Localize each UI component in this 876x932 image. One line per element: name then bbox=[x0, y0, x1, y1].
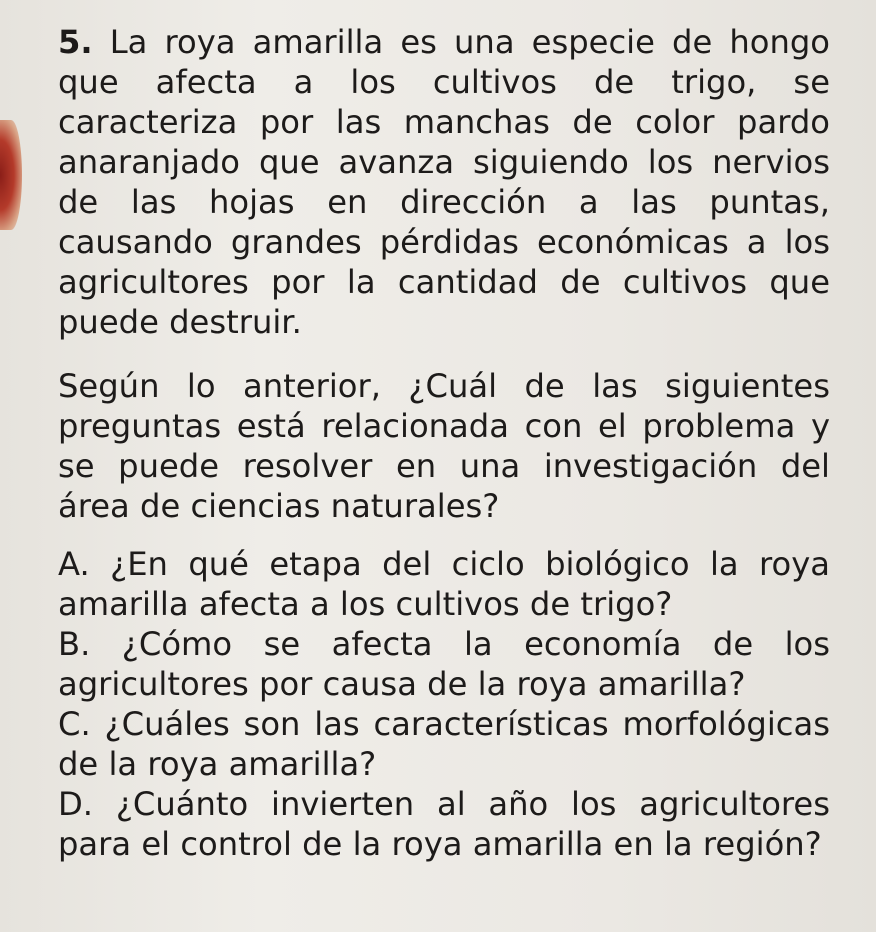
option-text: para el control de la roya amarilla en la región? bbox=[58, 825, 822, 863]
question-number: 5. bbox=[58, 23, 93, 61]
option-letter: C. bbox=[58, 705, 91, 743]
question-text-line: La roya amarilla es una especie de hongo bbox=[109, 23, 830, 61]
question-text-line: puede destruir. bbox=[58, 303, 302, 341]
question-text-line: de las hojas en dirección a las puntas, bbox=[58, 183, 830, 221]
question-text-line: anaranjado que avanza siguiendo los nervios bbox=[58, 143, 830, 181]
option-b[interactable] bbox=[58, 624, 830, 704]
question-text-line: que afecta a los cultivos de trigo, se bbox=[58, 63, 830, 101]
spacer bbox=[58, 526, 830, 544]
option-text: de la roya amarilla? bbox=[58, 745, 377, 783]
prompt-text-line: área de ciencias naturales? bbox=[58, 487, 500, 525]
question-text-line: causando grandes pérdidas económicas a los bbox=[58, 223, 830, 261]
page-edge-stain bbox=[0, 120, 22, 230]
option-text: ¿En qué etapa del ciclo biológico la roya bbox=[110, 545, 830, 583]
prompt-text-line: se puede resolver en una investigación del bbox=[58, 447, 830, 485]
option-c[interactable] bbox=[58, 704, 830, 784]
option-letter: D. bbox=[58, 785, 94, 823]
option-letter: A. bbox=[58, 545, 90, 583]
prompt-text-line: Según lo anterior, ¿Cuál de las siguientes bbox=[58, 367, 830, 405]
question-block bbox=[58, 22, 830, 864]
question-line-1 bbox=[58, 22, 830, 62]
option-d[interactable] bbox=[58, 784, 830, 864]
option-text: ¿Cómo se afecta la economía de los bbox=[121, 625, 830, 663]
question-text-line: agricultores por la cantidad de cultivos que bbox=[58, 263, 830, 301]
prompt-text-line: preguntas está relacionada con el problema y bbox=[58, 407, 830, 445]
option-letter: B. bbox=[58, 625, 91, 663]
spacer bbox=[58, 342, 830, 366]
question-text-line: caracteriza por las manchas de color pardo bbox=[58, 103, 830, 141]
option-text: ¿Cuáles son las características morfológicas bbox=[104, 705, 830, 743]
option-a[interactable] bbox=[58, 544, 830, 624]
option-text: ¿Cuánto invierten al año los agricultores bbox=[115, 785, 830, 823]
option-text: agricultores por causa de la roya amarilla? bbox=[58, 665, 746, 703]
option-text: amarilla afecta a los cultivos de trigo? bbox=[58, 585, 673, 623]
